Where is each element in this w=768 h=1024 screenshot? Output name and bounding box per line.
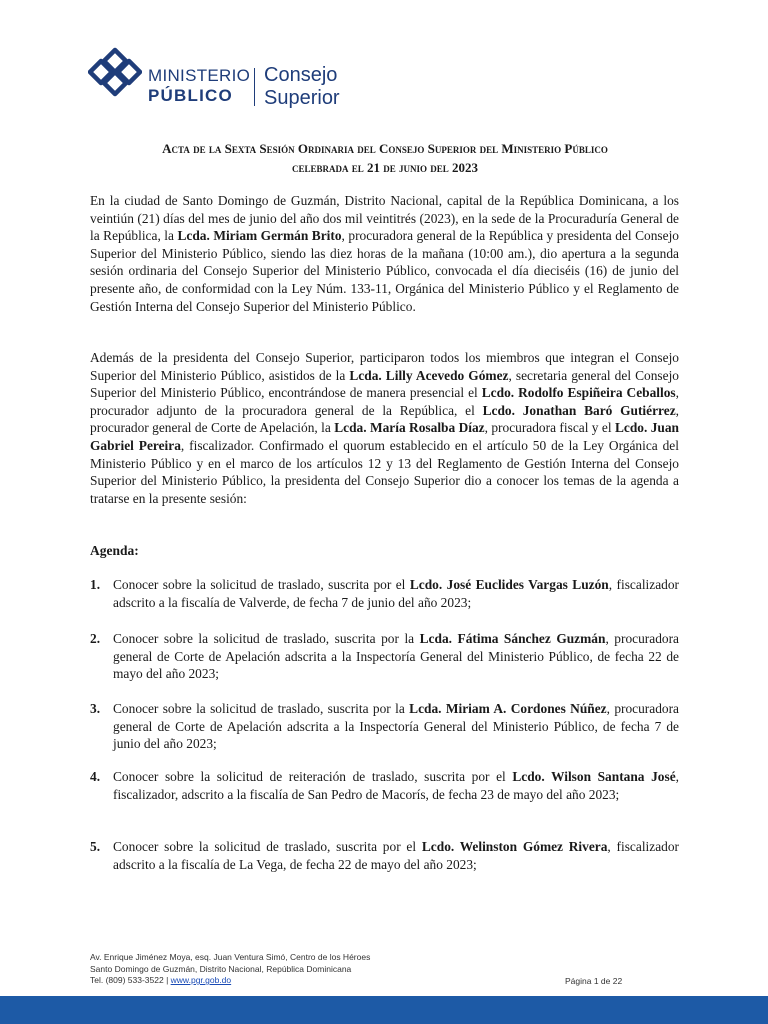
name-member-2: Lcdo. Jonathan Baró Gutiérrez bbox=[482, 402, 676, 418]
document-title-line1: Acta de la Sexta Sesión Ordinaria del Consejo Superior del Ministerio Público bbox=[162, 141, 608, 156]
agenda-item-number: 1. bbox=[90, 577, 101, 592]
name-member-3: Lcda. María Rosalba Díaz bbox=[334, 420, 485, 436]
agenda-item bbox=[90, 768, 679, 803]
name-member-4: Lcdo. Juan Gabriel Pereira bbox=[90, 420, 679, 453]
footer-address-line1: Av. Enrique Jiménez Moya, esq. Juan Ventura Simó, Centro de los Héroes bbox=[90, 952, 371, 962]
agenda-item-text: Conocer sobre la solicitud de traslado, suscrita por el Lcdo. José Euclides Vargas Luzón, fiscalizador adscrito a la fiscalía de Valverde, de fecha 7 de junio del año 2023; bbox=[113, 577, 680, 610]
ministerio-publico-logo-icon bbox=[88, 44, 142, 98]
website-link[interactable]: www.pgr.gob.do bbox=[170, 975, 232, 985]
council-name-line2: Superior bbox=[264, 87, 340, 109]
page-number: Página 1 de 22 bbox=[565, 976, 623, 986]
council-name-line1: Consejo bbox=[264, 64, 338, 86]
footer-phone: Tel. (809) 533-3522 | bbox=[90, 975, 171, 985]
name-member-1: Lcdo. Rodolfo Espiñeira Ceballos bbox=[481, 385, 676, 401]
logo bbox=[88, 44, 358, 114]
footer-color-bar bbox=[0, 996, 768, 1024]
agenda-heading: Agenda: bbox=[90, 543, 139, 558]
agenda-item-number: 4. bbox=[90, 769, 101, 784]
opening-paragraph: En la ciudad de Santo Domingo de Guzmán, Distrito Nacional, capital de la República Dominicana, a los veintiún (21) días del mes de junio del año dos mil veintitrés (2023), en la sede de la Procuraduría General de la República, la Lcda. Miriam Germán Brito, procuradora general de la República y presidenta del Consejo Superior del Ministerio Público, siendo las diez horas de la mañana (10:00 am.), dio apertura a la segunda sesión ordinaria del Consejo Superior del Ministerio Público, convocada el día dieciséis (16) de junio del presente año, de conformidad con la Ley Núm. 133-11, Orgánica del Ministerio Público y el Reglamento de Gestión Interna del Consejo Superior del Ministerio Público. bbox=[90, 193, 679, 314]
footer-address-line2: Santo Domingo de Guzmán, Distrito Nacional, República Dominicana bbox=[90, 963, 352, 974]
agenda-item-text: Conocer sobre la solicitud de traslado, suscrita por la Lcda. Fátima Sánchez Guzmán, procuradora general de Corte de Apelación adscrita a la Inspectoría General del Ministerio Público, de fecha 22 de mayo del año 2023; bbox=[113, 631, 679, 682]
document-title-line2: celebrada el 21 de junio del 2023 bbox=[291, 160, 479, 175]
footer-contact bbox=[90, 975, 630, 987]
name-president: Lcda. Miriam Germán Brito bbox=[177, 228, 342, 244]
org-name-line2: PÚBLICO bbox=[148, 86, 233, 105]
org-name-line1: MINISTERIO bbox=[148, 66, 251, 85]
agenda-item bbox=[90, 576, 679, 611]
agenda-item-number: 2. bbox=[90, 631, 101, 646]
agenda-item-number: 5. bbox=[90, 839, 101, 854]
agenda-item-number: 3. bbox=[90, 701, 101, 716]
agenda-item bbox=[90, 838, 679, 873]
attendance-paragraph: Además de la presidenta del Consejo Superior, participaron todos los miembros que integran el Consejo Superior del Ministerio Público, asistidos de la Lcda. Lilly Acevedo Gómez, secretaria general del Consejo Superior del Ministerio Público, encontrándose de manera presencial el Lcdo. Rodolfo Espiñeira Ceballos, procurador adjunto de la procuradora general de la República, el Lcdo. Jonathan Baró Gutiérrez, procurador general de Corte de Apelación, la Lcda. María Rosalba Díaz, procuradora fiscal y el Lcdo. Juan Gabriel Pereira, fiscalizador. Confirmado el quorum establecido en el artículo 50 de la Ley Orgánica del Ministerio Público y en el marco de los artículos 12 y 13 del Reglamento de Gestión Interna del Consejo Superior del Ministerio Público, la presidenta del Consejo Superior dio a conocer los temas de la agenda a tratarse en la presente sesión: bbox=[90, 350, 679, 506]
agenda-item-text: Conocer sobre la solicitud de traslado, suscrita por el Lcdo. Welinston Gómez Rivera, fiscalizador adscrito a la fiscalía de La Vega, de fecha 22 de mayo del año 2023; bbox=[113, 839, 679, 872]
agenda-item-text: Conocer sobre la solicitud de reiteración de traslado, suscrita por el Lcdo. Wilson Santana José, fiscalizador, adscrito a la fiscalía de San Pedro de Macorís, de fecha 23 de mayo del año 2023; bbox=[113, 769, 679, 802]
agenda-item bbox=[90, 630, 679, 683]
name-secretary: Lcda. Lilly Acevedo Gómez bbox=[349, 367, 509, 383]
agenda-item bbox=[90, 700, 679, 753]
agenda-item-text: Conocer sobre la solicitud de traslado, suscrita por la Lcda. Miriam A. Cordones Núñez, procuradora general de Corte de Apelación adscrita a la Inspectoría General del Ministerio Público, de fecha 7 de junio del año 2023; bbox=[113, 701, 679, 752]
footer-address bbox=[90, 952, 630, 987]
logo-divider bbox=[254, 68, 255, 106]
